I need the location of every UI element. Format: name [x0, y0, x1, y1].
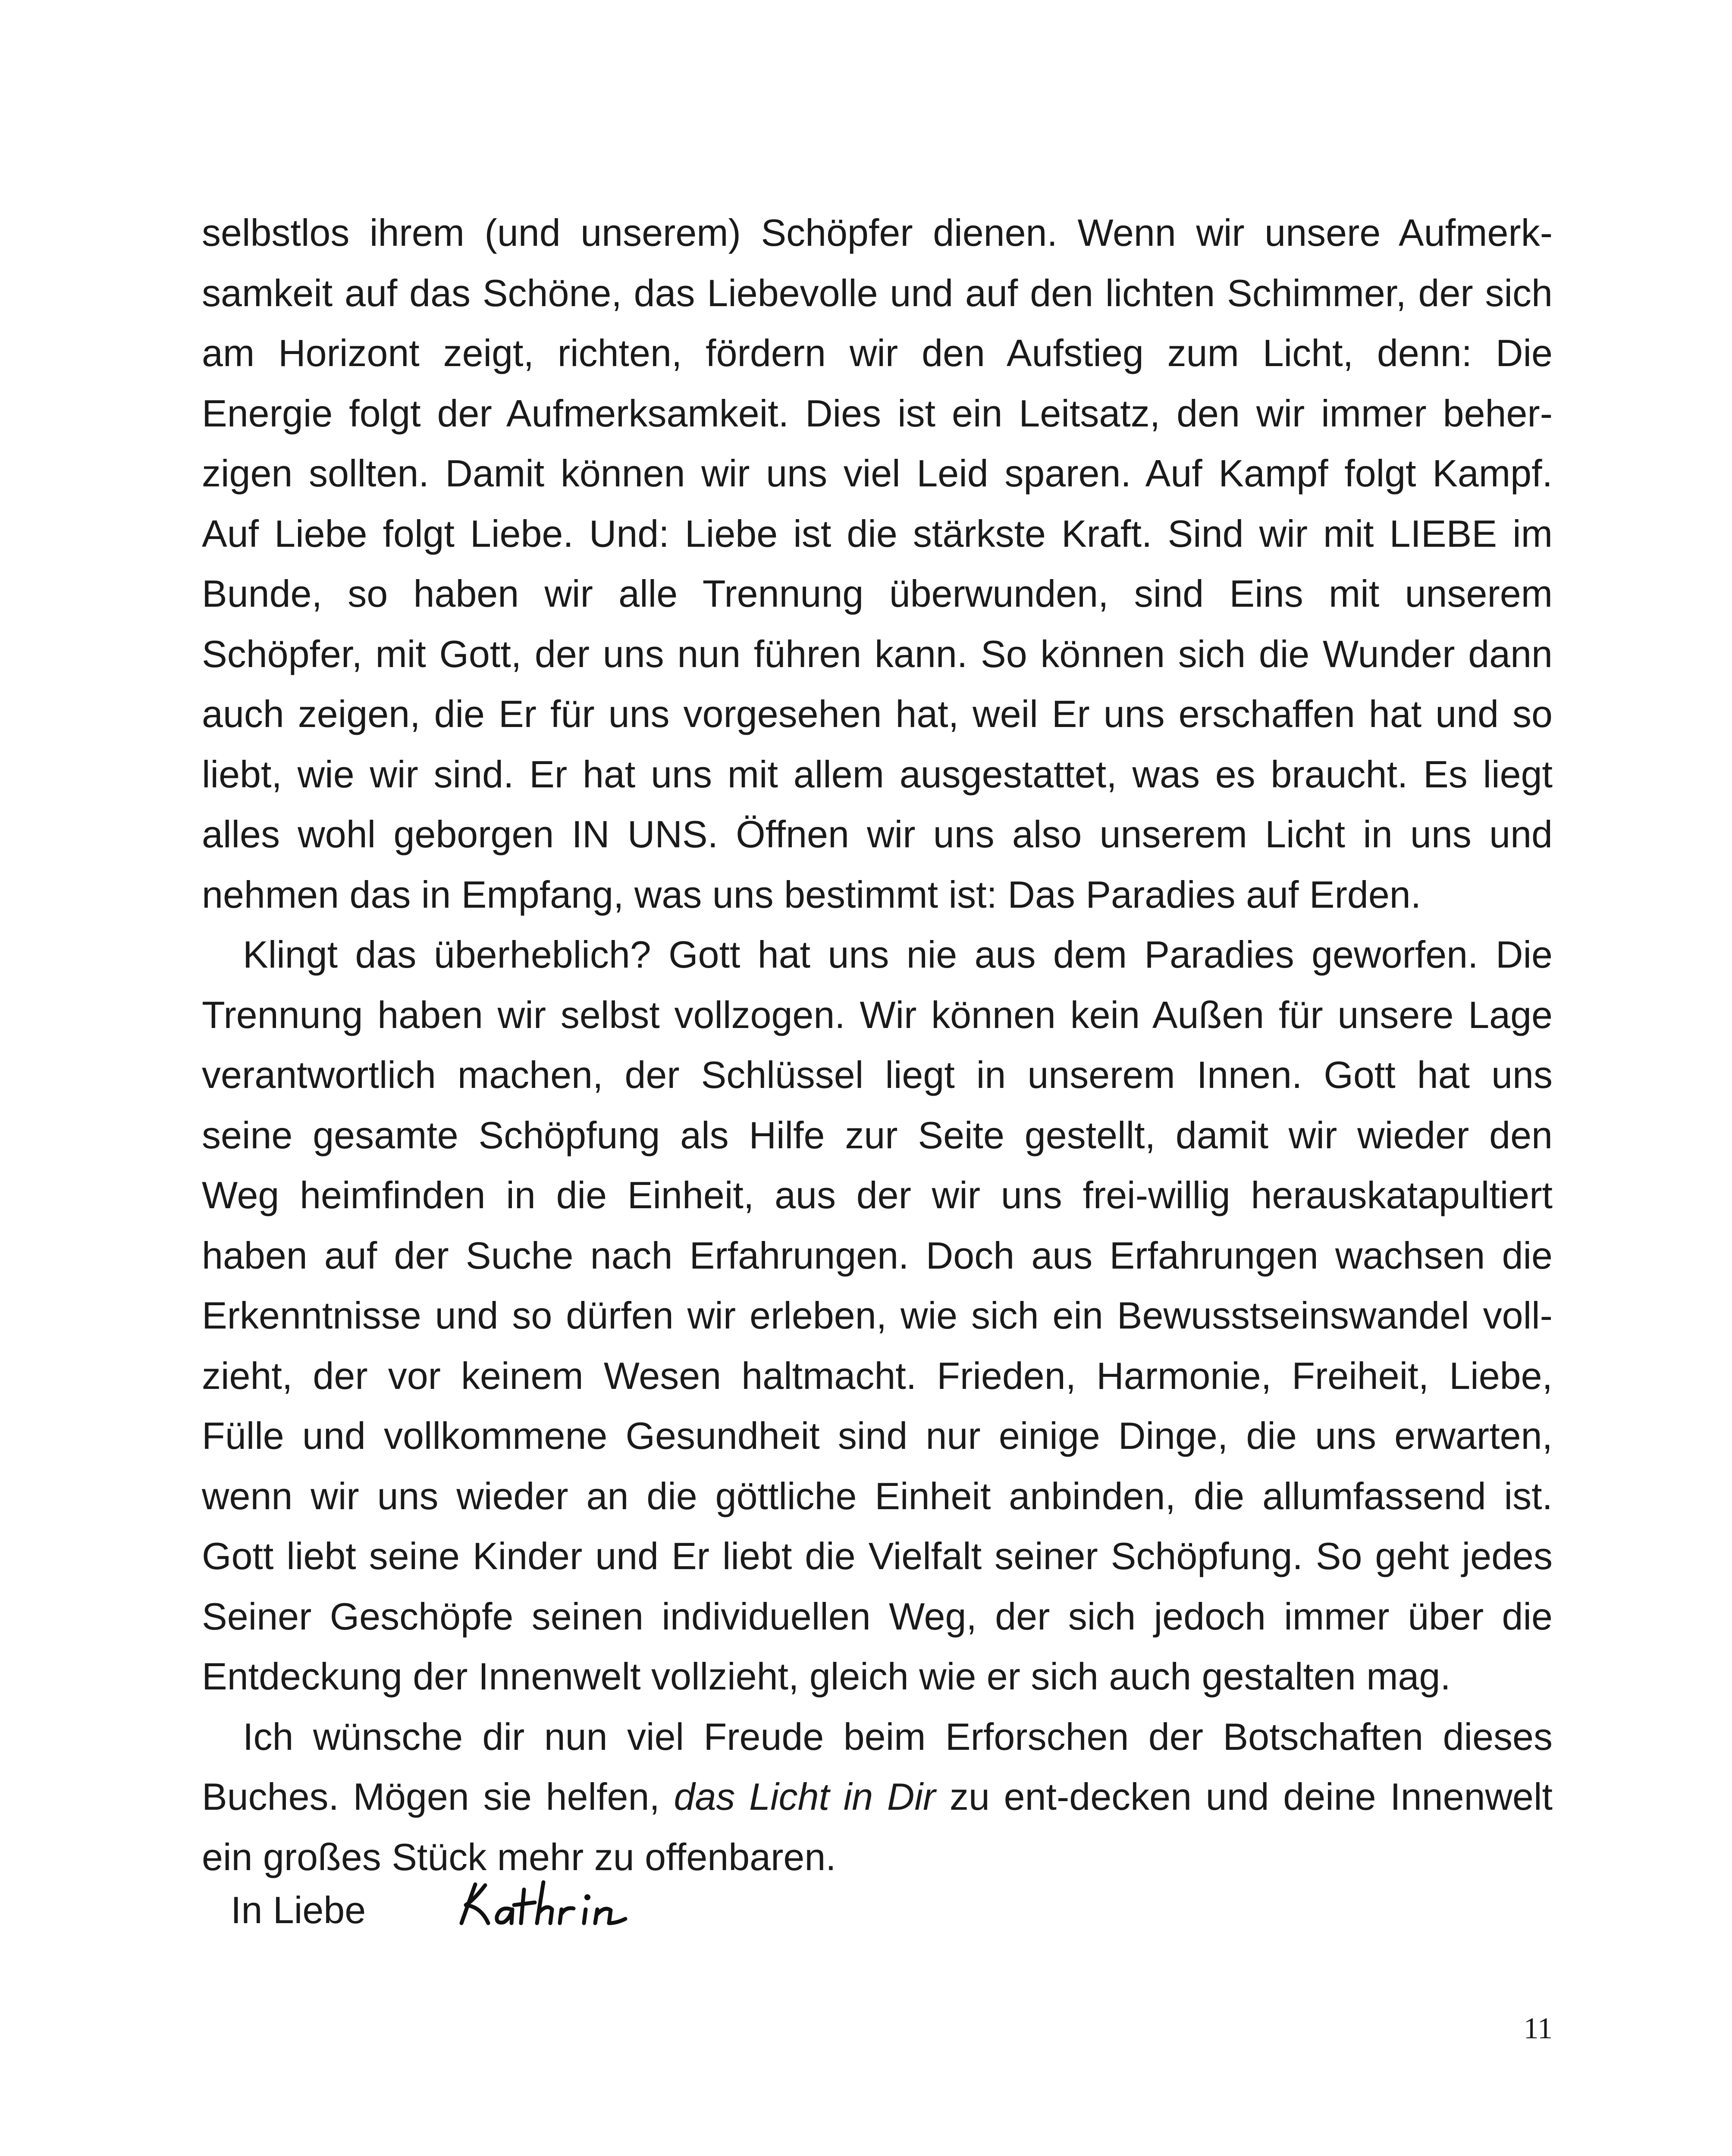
text-line: liebt, wie wir sind. Er hat uns mit allem ausgestattet, was es braucht. Es liegt [202, 752, 1553, 796]
text-line: alles wohl geborgen IN UNS. Öffnen wir uns also unserem Licht in uns und [202, 813, 1553, 856]
text-line: Erkenntnisse und so dürfen wir erleben, wie sich ein Bewusstseinswandel voll- [202, 1294, 1553, 1337]
paragraph [202, 203, 1553, 924]
text-segment: Buches. Mögen sie helfen, [202, 1775, 674, 1818]
text-line: wenn wir uns wieder an die göttliche Einheit anbinden, die allumfassend ist. [202, 1474, 1553, 1517]
text-line: Seiner Geschöpfe seinen individuellen Weg, der sich jedoch immer über die [202, 1595, 1553, 1638]
text-line: Energie folgt der Aufmerksamkeit. Dies ist ein Leitsatz, den wir immer beher- [202, 392, 1553, 435]
text-line: seine gesamte Schöpfung als Hilfe zur Seite gestellt, damit wir wieder den [202, 1113, 1553, 1156]
text-segment: zu ent-decken und deine Innenwelt [935, 1775, 1553, 1818]
closing-salutation: In Liebe [231, 1889, 366, 1931]
text-line: Fülle und vollkommene Gesundheit sind nur einige Dinge, die uns erwarten, [202, 1414, 1553, 1457]
text-line: Gott liebt seine Kinder und Er liebt die Vielfalt seiner Schöpfung. So geht jedes [202, 1535, 1553, 1577]
text-line: Auf Liebe folgt Liebe. Und: Liebe ist die stärkste Kraft. Sind wir mit LIEBE im [202, 512, 1553, 555]
text-line: samkeit auf das Schöne, das Liebevolle und auf den lichten Schimmer, der sich [202, 271, 1553, 314]
text-line: ein großes Stück mehr zu offenbaren. [202, 1835, 836, 1878]
text-line: Trennung haben wir selbst vollzogen. Wir können kein Außen für unsere Lage [202, 993, 1553, 1036]
italic-phrase: das Licht in Dir [674, 1775, 936, 1818]
text-line: zieht, der vor keinem Wesen haltmacht. Frieden, Harmonie, Freiheit, Liebe, [202, 1354, 1553, 1397]
text-line: Schöpfer, mit Gott, der uns nun führen kann. So können sich die Wunder dann [202, 632, 1553, 675]
text-line: haben auf der Suche nach Erfahrungen. Doch aus Erfahrungen wachsen die [202, 1234, 1553, 1277]
paragraph-final [202, 1707, 1553, 1887]
paragraph [202, 924, 1553, 1707]
handwritten-signature [449, 1858, 699, 1945]
body-text [202, 203, 1553, 1887]
text-line: Klingt das überheblich? Gott hat uns nie aus dem Paradies geworfen. Die [243, 933, 1553, 976]
text-line: auch zeigen, die Er für uns vorgesehen hat, weil Er uns erschaffen hat und so [202, 693, 1553, 735]
page-number: 11 [1523, 2012, 1553, 2045]
text-line: Bunde, so haben wir alle Trennung überwunden, sind Eins mit unserem [202, 572, 1553, 615]
text-line: Ich wünsche dir nun viel Freude beim Erforschen der Botschaften dieses [243, 1715, 1553, 1758]
text-line: am Horizont zeigt, richten, fördern wir den Aufstieg zum Licht, denn: Die [202, 332, 1553, 374]
text-line: Weg heimfinden in die Einheit, aus der wir uns frei-willig herauskatapultiert [202, 1174, 1553, 1216]
paragraphs-container [202, 203, 1553, 1707]
text-line: selbstlos ihrem (und unserem) Schöpfer dienen. Wenn wir unsere Aufmerk- [202, 211, 1553, 254]
text-line: Entdeckung der Innenwelt vollzieht, gleich wie er sich auch gestalten mag. [202, 1655, 1451, 1698]
text-line: nehmen das in Empfang, was uns bestimmt ist: Das Paradies auf Erden. [202, 873, 1421, 916]
text-line [202, 1767, 1553, 1827]
text-line: verantwortlich machen, der Schlüssel liegt in unserem Innen. Gott hat uns [202, 1053, 1553, 1096]
text-line: zigen sollten. Damit können wir uns viel Leid sparen. Auf Kampf folgt Kampf. [202, 452, 1553, 495]
